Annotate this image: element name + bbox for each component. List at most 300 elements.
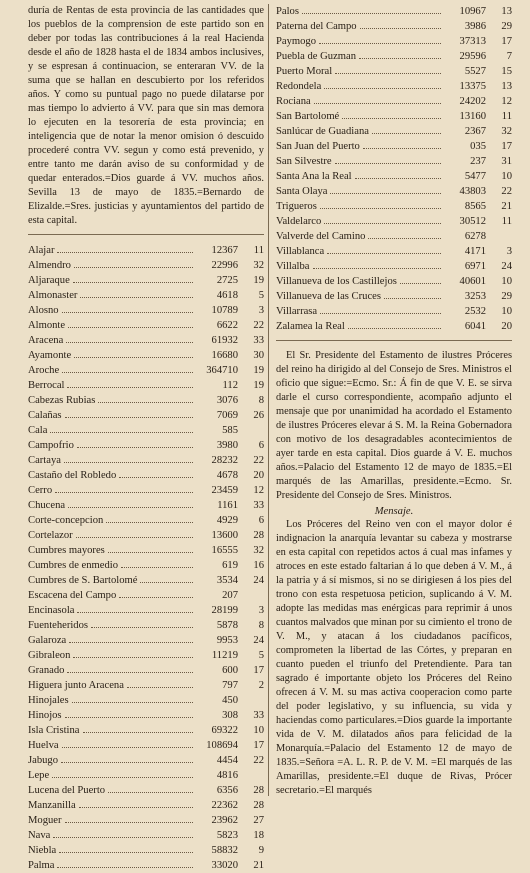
town-name: Paterna del Campo — [276, 21, 357, 32]
table-row — [28, 768, 264, 783]
amount-value: 28232 — [211, 455, 238, 466]
table-row — [276, 274, 512, 289]
amount-fraction: 10 — [501, 306, 512, 317]
amount-value: 2725 — [216, 275, 238, 286]
leader-dots — [363, 148, 441, 149]
amount-fraction: 17 — [253, 665, 264, 676]
table-row — [276, 214, 512, 229]
leader-dots — [67, 387, 193, 388]
town-name: Encinasola — [28, 605, 75, 616]
table-row — [28, 483, 264, 498]
leader-dots — [319, 43, 441, 44]
leader-dots — [83, 732, 194, 733]
town-name: Higuera junto Aracena — [28, 680, 124, 691]
amount-fraction: 12 — [501, 96, 512, 107]
town-name: Granado — [28, 665, 65, 676]
intro-text: duría de Rentas de esta provincia de las cantidades que los pueblos de la comprension de este partido son en deber por todas las contribuciones á la real Hacienda desde el año de 1828 hasta el de 1834 ambos inclusives, y se espresan á continuacion, se enteraran VV. de la suma que se hallan en descubierto por los referidos años. Y como su puntual pago no puede dilatarse por mas tiempo lo advierto á VV. para que sin mas demora lo ejecuten en la tesorería de esta provincia; en inteligencia que de notar la menor omision ó descuido procederé contra VV. segun y como está prevenido, y entre tanto me darán aviso de su conformidad y de quedar enterados.=Dios guarde á VV. muchos años. Sevilla 13 de mayo de 1835.=Bernardo de Elizalde.=Sres. justicias y ayuntamientos del partido de esta capital. — [28, 5, 264, 226]
leader-dots — [73, 282, 193, 283]
amount-fraction: 22 — [253, 320, 264, 331]
amount-fraction: 24 — [253, 575, 264, 586]
amount-fraction: 27 — [253, 815, 264, 826]
amount-value: 28199 — [211, 605, 238, 616]
town-name: Corte-concepcion — [28, 515, 104, 526]
amount-fraction: 11 — [501, 111, 512, 122]
leader-dots — [50, 432, 193, 433]
amount-fraction: 20 — [501, 321, 512, 332]
amount-value: 33020 — [211, 860, 238, 871]
table-row — [276, 154, 512, 169]
table-row — [28, 633, 264, 648]
leader-dots — [98, 402, 193, 403]
amount-fraction: 2 — [258, 680, 264, 691]
town-name: Villanueva de las Cruces — [276, 291, 381, 302]
amount-fraction: 3 — [258, 305, 264, 316]
amount-value: 58832 — [211, 845, 238, 856]
leader-dots — [79, 807, 193, 808]
amount-value: 22996 — [211, 260, 238, 271]
table-row — [276, 64, 512, 79]
amount-value: 23459 — [211, 485, 238, 496]
table-row — [28, 453, 264, 468]
town-name: Cabezas Rubias — [28, 395, 96, 406]
amount-fraction: 28 — [253, 530, 264, 541]
town-name: Lepe — [28, 770, 50, 781]
amount-value: 23962 — [211, 815, 238, 826]
table-row — [28, 318, 264, 333]
amount-value: 5878 — [216, 620, 238, 631]
town-name: Lucena del Puerto — [28, 785, 106, 796]
amount-fraction: 26 — [253, 410, 264, 421]
leader-dots — [327, 253, 441, 254]
amount-value: 4816 — [216, 770, 238, 781]
amount-fraction: 17 — [501, 36, 512, 47]
leader-dots — [302, 13, 441, 14]
amount-value: 619 — [222, 560, 238, 571]
amount-value: 5527 — [464, 66, 486, 77]
table-row — [28, 273, 264, 288]
leader-dots — [372, 133, 441, 134]
amount-value: 61932 — [211, 335, 238, 346]
amount-value: 364710 — [206, 365, 238, 376]
amount-value: 4929 — [216, 515, 238, 526]
mensaje-text: Los Próceres del Reino ven con el mayor dolor é indignacion la anarquía levantar su cabeza y mostrarse en esta capital con repetidos actos á cual mas infames y atroces en este estado faltarian á lo que deben á V. M., á la patria y á sí mismos, si no se dirigiesen á los pies del trono con esta respetuosa peticion, suplicando á V. M. adopte las medidas mas enérgicas para reprimir á unos cuantos malvados que minan por su cimiento el trono de V. M., y atacan á los ciudadanos pacíficos, comprometen la libertad de las Córtes, y preparan en cuanto pueden el triunfo del Pretendiente. Para tan sagrado é importante objeto los Próceres del Reino ofrecen á V. M. su mas activa cooperacion como parte del poder legislativo, y su influencia, su vida y haciendas como particulares.=Dios guarde la importante vida de V. M. dilatados años para felicidad de la Monarquía.=Palacio del Estamento 12 de mayo de 1835.=Señora =A. L. R. P. de V. M. =El marqués de las Amarillas, presidente.=El duque de Rivas, Prócer secretario.=El marqués — [276, 519, 512, 796]
amount-value: 5477 — [464, 171, 486, 182]
town-name: Nava — [28, 830, 51, 841]
amount-value: 108694 — [206, 740, 238, 751]
amount-fraction: 12 — [253, 485, 264, 496]
amount-fraction: 6 — [258, 515, 264, 526]
amount-value: 600 — [222, 665, 238, 676]
amount-value: 6971 — [464, 261, 486, 272]
amount-value: 24202 — [459, 96, 486, 107]
amount-fraction: 24 — [501, 261, 512, 272]
right-column — [276, 4, 512, 798]
leader-dots — [320, 208, 441, 209]
amount-fraction: 15 — [501, 66, 512, 77]
amount-value: 3980 — [216, 440, 238, 451]
town-name: Almonte — [28, 320, 66, 331]
town-name: Rociana — [276, 96, 311, 107]
town-name: Fuenteheridos — [28, 620, 89, 631]
leader-dots — [108, 792, 193, 793]
town-name: Palma — [28, 860, 55, 871]
amount-value: 035 — [470, 141, 486, 152]
amount-fraction: 11 — [501, 216, 512, 227]
amount-fraction: 18 — [253, 830, 264, 841]
amount-fraction: 32 — [501, 126, 512, 137]
leader-dots — [55, 492, 193, 493]
amount-fraction: 32 — [253, 260, 264, 271]
table-row — [28, 753, 264, 768]
town-name: San Bartolomé — [276, 111, 340, 122]
town-name: Huelva — [28, 740, 59, 751]
town-name: Palos — [276, 6, 299, 17]
leader-dots — [140, 582, 193, 583]
table-row — [28, 573, 264, 588]
table-row — [28, 258, 264, 273]
town-name: Almendro — [28, 260, 71, 271]
amount-value: 12367 — [211, 245, 238, 256]
amount-value: 308 — [222, 710, 238, 721]
table-row — [276, 319, 512, 334]
table-row — [276, 304, 512, 319]
table-row — [28, 378, 264, 393]
town-name: Campofrio — [28, 440, 74, 451]
town-name: Cumbres de S. Bartolomé — [28, 575, 138, 586]
table-row — [276, 169, 512, 184]
table-row — [28, 738, 264, 753]
table-row — [276, 19, 512, 34]
amount-value: 3253 — [464, 291, 486, 302]
letter-paragraph — [276, 349, 512, 503]
amount-fraction: 19 — [253, 380, 264, 391]
table-row — [28, 513, 264, 528]
leader-dots — [67, 672, 193, 673]
town-name: San Silvestre — [276, 156, 332, 167]
leader-dots — [119, 597, 193, 598]
leader-dots — [127, 687, 193, 688]
amount-fraction: 10 — [501, 171, 512, 182]
town-name: Niebla — [28, 845, 57, 856]
table-row — [276, 244, 512, 259]
leader-dots — [53, 837, 193, 838]
leader-dots — [335, 73, 441, 74]
leader-dots — [69, 642, 193, 643]
table-row — [28, 783, 264, 798]
leader-dots — [74, 267, 193, 268]
leader-dots — [384, 298, 441, 299]
table-row — [276, 229, 512, 244]
table-row — [28, 393, 264, 408]
town-name: Cerro — [28, 485, 53, 496]
table-row — [28, 708, 264, 723]
amount-value: 4171 — [464, 246, 486, 257]
town-name: Hinojos — [28, 710, 62, 721]
table-row — [28, 333, 264, 348]
amount-value: 1161 — [217, 500, 238, 511]
leader-dots — [335, 163, 441, 164]
town-name: Moguer — [28, 815, 62, 826]
table-row — [276, 139, 512, 154]
leader-dots — [91, 627, 193, 628]
table-row — [28, 408, 264, 423]
leader-dots — [62, 747, 193, 748]
amount-value: 6356 — [216, 785, 238, 796]
amount-fraction: 22 — [253, 455, 264, 466]
leader-dots — [106, 522, 193, 523]
table-row — [276, 49, 512, 64]
amount-fraction: 10 — [253, 725, 264, 736]
town-name: Redondela — [276, 81, 322, 92]
amount-value: 30512 — [459, 216, 486, 227]
amount-value: 2367 — [464, 126, 486, 137]
column-divider — [268, 4, 269, 796]
amount-value: 2532 — [464, 306, 486, 317]
town-name: Alosno — [28, 305, 59, 316]
table-top-rule — [28, 234, 264, 235]
leader-dots — [57, 252, 193, 253]
table-row — [28, 618, 264, 633]
amount-value: 13600 — [211, 530, 238, 541]
mensaje-paragraph — [276, 518, 512, 798]
leader-dots — [342, 118, 441, 119]
table-row — [28, 648, 264, 663]
leader-dots — [76, 537, 193, 538]
town-name: Aracena — [28, 335, 64, 346]
amount-fraction: 8 — [258, 395, 264, 406]
town-name: Trigueros — [276, 201, 317, 212]
amount-fraction: 17 — [501, 141, 512, 152]
amount-fraction: 16 — [253, 560, 264, 571]
amount-value: 8565 — [464, 201, 486, 212]
town-name: Aljaraque — [28, 275, 70, 286]
table-row — [276, 259, 512, 274]
town-name: Chucena — [28, 500, 66, 511]
table-row — [28, 348, 264, 363]
amount-value: 4618 — [216, 290, 238, 301]
leader-dots — [320, 313, 441, 314]
table-row — [28, 558, 264, 573]
amount-value: 207 — [222, 590, 238, 601]
amount-value: 7069 — [216, 410, 238, 421]
amount-fraction: 10 — [501, 276, 512, 287]
leader-dots — [74, 357, 193, 358]
town-name: Hinojales — [28, 695, 69, 706]
amount-fraction: 28 — [253, 800, 264, 811]
amount-fraction: 22 — [253, 755, 264, 766]
town-name: Santa Olaya — [276, 186, 328, 197]
right-debt-table — [276, 4, 512, 334]
town-name: Cumbres de enmedio — [28, 560, 119, 571]
leader-dots — [64, 462, 193, 463]
amount-fraction: 3 — [258, 605, 264, 616]
leader-dots — [65, 717, 193, 718]
amount-value: 29596 — [459, 51, 486, 62]
table-row — [276, 109, 512, 124]
table-row — [28, 543, 264, 558]
table-row — [276, 94, 512, 109]
amount-value: 16555 — [211, 545, 238, 556]
table-row — [276, 4, 512, 19]
table-row — [28, 798, 264, 813]
town-name: Isla Cristina — [28, 725, 80, 736]
amount-value: 6278 — [464, 231, 486, 242]
town-name: Sanlúcar de Guadiana — [276, 126, 369, 137]
leader-dots — [52, 777, 193, 778]
leader-dots — [108, 552, 193, 553]
leader-dots — [66, 342, 193, 343]
town-name: Villarrasa — [276, 306, 318, 317]
table-row — [28, 438, 264, 453]
town-name: Villalba — [276, 261, 310, 272]
amount-value: 797 — [222, 680, 238, 691]
left-debt-table — [28, 243, 264, 873]
town-name: Jabugo — [28, 755, 59, 766]
table-row — [276, 199, 512, 214]
town-name: Zalamea la Real — [276, 321, 345, 332]
table-row — [28, 363, 264, 378]
table-row — [28, 693, 264, 708]
leader-dots — [72, 702, 193, 703]
amount-value: 585 — [222, 425, 238, 436]
leader-dots — [65, 417, 193, 418]
amount-value: 13375 — [459, 81, 486, 92]
amount-fraction: 13 — [501, 6, 512, 17]
amount-fraction: 28 — [253, 785, 264, 796]
table-row — [28, 288, 264, 303]
left-column — [28, 4, 264, 873]
mensaje-title: Mensaje. — [374, 506, 414, 517]
table-row — [276, 124, 512, 139]
town-name: San Juan del Puerto — [276, 141, 360, 152]
amount-fraction: 11 — [253, 245, 264, 256]
amount-fraction: 5 — [258, 290, 264, 301]
amount-value: 450 — [222, 695, 238, 706]
amount-fraction: 21 — [501, 201, 512, 212]
town-name: Cumbres mayores — [28, 545, 105, 556]
town-name: Berrocal — [28, 380, 65, 391]
amount-value: 4454 — [216, 755, 238, 766]
leader-dots — [119, 477, 193, 478]
table-row — [28, 303, 264, 318]
leader-dots — [400, 283, 441, 284]
amount-value: 13160 — [459, 111, 486, 122]
amount-value: 10789 — [211, 305, 238, 316]
table-row — [28, 498, 264, 513]
leader-dots — [62, 312, 193, 313]
leader-dots — [348, 328, 441, 329]
amount-fraction: 24 — [253, 635, 264, 646]
leader-dots — [77, 447, 193, 448]
table-row — [28, 843, 264, 858]
leader-dots — [121, 567, 193, 568]
town-name: Cortelazor — [28, 530, 73, 541]
town-name: Paymogo — [276, 36, 317, 47]
town-name: Santa Ana la Real — [276, 171, 352, 182]
amount-fraction: 32 — [253, 545, 264, 556]
table-row — [276, 184, 512, 199]
leader-dots — [359, 58, 441, 59]
town-name: Aroche — [28, 365, 60, 376]
amount-fraction: 21 — [253, 860, 264, 871]
amount-value: 6622 — [216, 320, 238, 331]
leader-dots — [80, 297, 193, 298]
leader-dots — [324, 88, 441, 89]
table-row — [28, 828, 264, 843]
table-row — [28, 678, 264, 693]
town-name: Cartaya — [28, 455, 61, 466]
town-name: Valverde del Camino — [276, 231, 366, 242]
leader-dots — [61, 762, 193, 763]
town-name: Gibraleon — [28, 650, 71, 661]
amount-value: 22362 — [211, 800, 238, 811]
town-name: Villablanca — [276, 246, 325, 257]
leader-dots — [314, 103, 441, 104]
amount-fraction: 5 — [258, 650, 264, 661]
table-row — [28, 813, 264, 828]
town-name: Almonaster — [28, 290, 78, 301]
amount-value: 112 — [222, 380, 238, 391]
amount-fraction: 33 — [253, 710, 264, 721]
amount-value: 43803 — [459, 186, 486, 197]
table-row — [28, 423, 264, 438]
amount-fraction: 31 — [501, 156, 512, 167]
amount-fraction: 33 — [253, 500, 264, 511]
town-name: Alajar — [28, 245, 55, 256]
table-row — [28, 588, 264, 603]
leader-dots — [355, 178, 441, 179]
town-name: Castaño del Robledo — [28, 470, 117, 481]
town-name: Escacena del Campo — [28, 590, 117, 601]
amount-value: 69322 — [211, 725, 238, 736]
town-name: Villanueva de los Castillejos — [276, 276, 397, 287]
table-row — [28, 243, 264, 258]
leader-dots — [68, 327, 193, 328]
leader-dots — [68, 507, 193, 508]
town-name: Manzanilla — [28, 800, 76, 811]
leader-dots — [59, 852, 193, 853]
amount-fraction: 6 — [258, 440, 264, 451]
town-name: Puebla de Guzman — [276, 51, 357, 62]
amount-value: 40601 — [459, 276, 486, 287]
leader-dots — [73, 657, 193, 658]
intro-paragraph — [28, 4, 264, 228]
leader-dots — [57, 867, 193, 868]
town-name: Valdelarco — [276, 216, 322, 227]
letter-text: El Sr. Presidente del Estamento de ilustres Próceres del reino ha dirigido al del Consejo de Sres. Ministros el oficio que sigue:=Ecmo. Sr.: Á fin de que V. E. se sirva darle el curso correspondiente, acompaño adjunto el mensaje que por unanimidad ha acordado el Estamento de ilustres Próceres elevar á S. M. la Reina Gobernadora con motivo de los desagradables acontecimientos de ayer tarde en esta capital. Dios guarde á V. E. muchos años.=Palacio del Estamento 12 de mayo de 1835.=El marqués de las Amarillas, presidente.=Ecmo. Sr. Presidente del Consejo de Sres. Ministros. — [276, 350, 512, 501]
amount-fraction: 19 — [253, 365, 264, 376]
town-name: Calañas — [28, 410, 62, 421]
amount-fraction: 17 — [253, 740, 264, 751]
table-row — [276, 289, 512, 304]
leader-dots — [324, 223, 441, 224]
table-row — [28, 858, 264, 873]
leader-dots — [313, 268, 442, 269]
town-name: Galaroza — [28, 635, 67, 646]
amount-value: 3534 — [216, 575, 238, 586]
amount-value: 9953 — [216, 635, 238, 646]
amount-value: 5823 — [216, 830, 238, 841]
amount-fraction: 29 — [501, 291, 512, 302]
table-row — [276, 34, 512, 49]
leader-dots — [368, 238, 441, 239]
leader-dots — [330, 193, 441, 194]
table-row — [28, 663, 264, 678]
section-rule — [276, 340, 512, 341]
amount-value: 37313 — [459, 36, 486, 47]
table-row — [276, 79, 512, 94]
amount-fraction: 30 — [253, 350, 264, 361]
